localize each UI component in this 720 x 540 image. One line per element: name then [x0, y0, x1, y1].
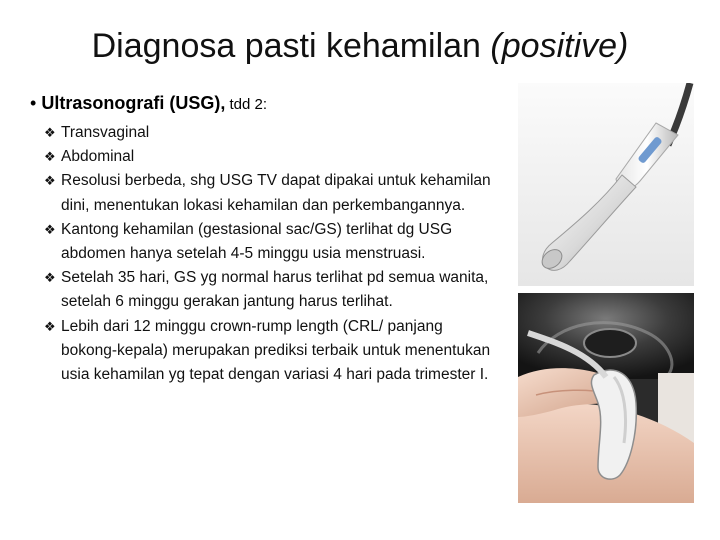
list-item-text: Resolusi berbeda, shg USG TV dapat dipakai untuk kehamilan dini, menentukan lokasi kehamilan dan perkembangannya.: [61, 172, 491, 214]
diamond-bullet-icon: ❖: [44, 173, 56, 189]
list-item: [44, 169, 492, 217]
main-bullet-marker: •: [30, 93, 37, 113]
transvaginal-probe-photo: [518, 83, 694, 286]
main-bullet-note: tdd 2:: [225, 96, 268, 113]
main-bullet: [30, 92, 267, 116]
diamond-bullet-icon: ❖: [44, 270, 56, 286]
list-item-text: Lebih dari 12 minggu crown-rump length (CRL/ panjang bokong-kepala) merupakan prediksi terbaik untuk menentukan usia kehamilan yg tepat dengan variasi 4 hari pada trimester I.: [61, 317, 491, 384]
list-item: [44, 266, 492, 314]
list-item: [44, 145, 492, 169]
abdominal-ultrasound-photo: [518, 293, 694, 503]
diamond-bullet-icon: ❖: [44, 149, 56, 165]
slide-title-main: Diagnosa pasti kehamilan: [91, 27, 491, 65]
diamond-bullet-icon: ❖: [44, 125, 56, 140]
list-item-text: Kantong kehamilan (gestasional sac/GS) terlihat dg USG abdomen hanya setelah 4-5 minggu usia menstruasi.: [61, 220, 453, 263]
sub-bullet-list: [44, 121, 492, 387]
list-item-text: Abdominal: [61, 148, 135, 166]
diamond-bullet-icon: ❖: [44, 221, 56, 237]
list-item: [44, 315, 492, 388]
slide-title-emphasis: (positive): [490, 27, 629, 65]
slide-title: [0, 26, 720, 66]
main-bullet-label: Ultrasonografi (USG),: [41, 93, 226, 113]
diamond-bullet-icon: ❖: [44, 318, 56, 334]
list-item: [44, 121, 492, 145]
list-item-text: Setelah 35 hari, GS yg normal harus terlihat pd semua wanita, setelah 6 minggu gerakan jantung harus terlihat.: [61, 269, 489, 311]
list-item: [44, 218, 492, 266]
list-item-text: Transvaginal: [61, 124, 150, 141]
